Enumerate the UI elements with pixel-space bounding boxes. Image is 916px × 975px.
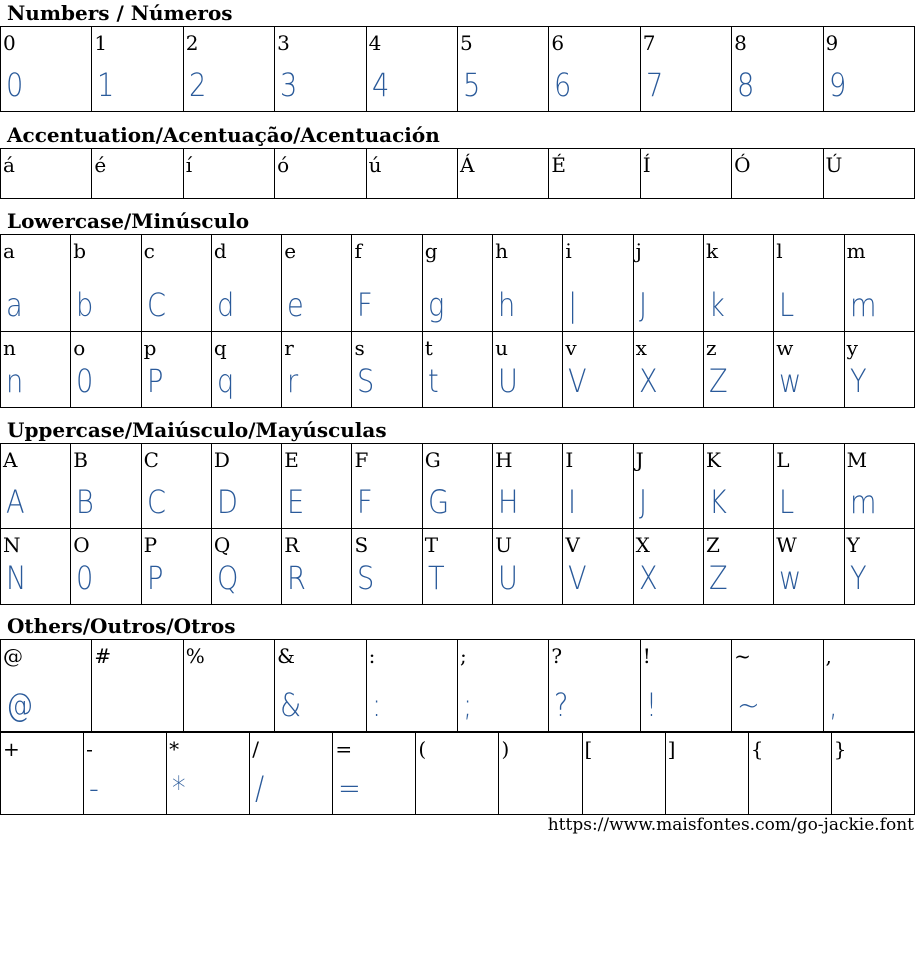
character-label: 3 [277,31,290,55]
glyph-cell [92,149,183,199]
character-label: é [94,153,107,177]
glyph-cell [71,529,141,605]
font-sample-glyph: 0 [76,362,94,400]
glyph-cell [211,444,281,529]
character-label: d [213,239,227,263]
glyph-cell [844,444,914,529]
character-label: D [213,448,230,472]
glyph-cell [582,733,665,815]
glyph-cell [282,332,352,408]
character-label: j [635,239,642,263]
character-label: # [94,644,112,668]
glyph-cell [183,27,274,112]
font-sample-glyph: & [280,686,302,724]
character-label: S [354,533,369,557]
character-label: 5 [459,31,473,55]
font-sample-glyph: = [338,769,362,807]
glyph-cell [211,235,281,332]
character-label: ~ [734,644,751,668]
font-sample-glyph: P [146,362,163,400]
character-label: k [705,239,719,263]
glyph-cell [774,529,844,605]
glyph-cell [1,235,71,332]
glyph-cell [366,27,457,112]
character-label: W [776,533,797,557]
character-label: { [750,737,764,761]
glyph-cell [422,529,492,605]
glyph-cell [167,733,250,815]
character-label: x [635,336,647,360]
font-sample-glyph: ! [645,686,657,724]
character-label: % [185,644,205,668]
character-label: Ú [825,153,843,177]
glyph-cell [640,149,731,199]
character-label: F [354,448,369,472]
character-label: ) [501,737,510,761]
font-sample-glyph: ? [554,686,569,724]
glyph-cell [493,529,563,605]
others-row [1,640,915,732]
character-label: C [143,448,159,472]
font-sample-glyph: , [828,686,838,724]
character-label: T [424,533,439,557]
character-label: [ [584,737,593,761]
font-sample-glyph: 4 [371,66,389,104]
glyph-cell [549,149,640,199]
glyph-cell [352,444,422,529]
character-label: / [252,737,259,761]
glyph-cell [493,444,563,529]
others-title: Others/Outros/Otros [7,614,236,638]
font-sample-glyph: H [498,483,519,521]
font-sample-glyph: 1 [97,66,115,104]
character-label: Ó [734,153,751,177]
glyph-cell [275,27,366,112]
glyph-cell [183,640,274,732]
character-label: A [3,448,18,472]
font-sample-glyph: D [216,483,238,521]
font-sample-glyph: a [6,286,23,324]
glyph-cell [250,733,333,815]
glyph-cell [422,332,492,408]
character-label: z [705,336,717,360]
character-label: Z [705,533,720,557]
font-sample-glyph: G [427,483,449,521]
character-label: o [73,336,86,360]
glyph-cell [457,640,548,732]
glyph-cell [774,332,844,408]
font-sample-glyph: : [371,686,381,724]
font-sample-glyph: K [708,483,727,521]
font-sample-glyph: 8 [737,66,755,104]
character-label: K [705,448,721,472]
character-label: b [73,239,87,263]
glyph-cell [732,640,823,732]
glyph-cell [563,235,633,332]
font-sample-glyph: k [708,286,725,324]
font-sample-glyph: S [357,559,375,597]
font-sample-glyph: 2 [188,66,207,104]
glyph-cell [416,733,499,815]
font-sample-glyph: N [6,559,27,597]
uppercase-grid [0,443,915,605]
font-sample-glyph: ; [462,686,473,724]
character-label: q [213,336,227,360]
character-label: a [3,239,15,263]
character-label: , [825,644,832,668]
font-sample-glyph: 0 [76,559,94,597]
character-label: 6 [551,31,565,55]
character-label: Q [213,533,231,557]
character-label: 0 [3,31,16,55]
glyph-cell [703,529,773,605]
glyph-cell [563,444,633,529]
font-sample-glyph: A [6,483,25,521]
glyph-cell [1,529,71,605]
glyph-cell [282,529,352,605]
others-grid-row-2 [0,732,915,815]
font-sample-glyph: g [427,286,445,324]
font-sample-glyph: C [146,286,166,324]
glyph-cell [844,529,914,605]
glyph-cell [71,235,141,332]
font-sample-glyph: * [172,769,186,807]
character-label: w [776,336,794,360]
glyph-cell [92,640,183,732]
font-sample-glyph: 0 [6,66,24,104]
character-label: H [495,448,513,472]
font-sample-glyph: U [498,559,518,597]
glyph-cell [703,235,773,332]
character-label: ; [459,644,467,668]
glyph-cell [141,444,211,529]
character-label: ? [551,644,563,668]
character-label: g [424,239,438,263]
font-sample-glyph: w [779,362,802,400]
character-label: + [3,737,20,761]
glyph-cell [493,332,563,408]
glyph-cell [703,444,773,529]
glyph-cell [422,235,492,332]
glyph-cell [665,733,748,815]
character-label: ( [418,737,427,761]
glyph-cell [282,235,352,332]
character-label: & [277,644,295,668]
font-sample-glyph: F [357,483,374,521]
glyph-cell [422,444,492,529]
lowercase-grid [0,234,915,408]
character-label: í [185,153,193,177]
font-sample-glyph: q [216,362,235,400]
character-label: P [143,533,158,557]
uppercase-row [1,529,915,605]
glyph-cell [1,332,71,408]
source-url: https://www.maisfontes.com/go-jackie.font [547,815,914,835]
character-label: L [776,448,790,472]
character-label: U [495,533,512,557]
glyph-cell [563,332,633,408]
font-sample-glyph: w [779,559,802,597]
glyph-cell [633,529,703,605]
character-label: n [3,336,16,360]
character-label: } [833,737,847,761]
character-label: É [551,153,566,177]
glyph-cell [1,640,92,732]
character-label: ú [368,153,382,177]
character-label: R [284,533,300,557]
glyph-cell [823,149,914,199]
glyph-cell [141,529,211,605]
glyph-cell [774,444,844,529]
character-label: G [424,448,441,472]
character-label: I [565,448,574,472]
font-sample-glyph: X [638,362,658,400]
character-label: h [495,239,508,263]
glyph-cell [831,733,914,815]
numbers-row [1,27,915,112]
character-label: E [284,448,299,472]
font-sample-glyph: Y [849,362,867,400]
font-sample-glyph: 5 [462,66,481,104]
glyph-cell [1,27,92,112]
font-sample-glyph: T [427,559,445,597]
character-label: V [565,533,580,557]
character-label: - [86,737,93,761]
character-label: O [73,533,90,557]
font-sample-glyph: 3 [280,66,298,104]
font-sample-glyph: C [146,483,166,521]
uppercase-row [1,444,915,529]
character-label: u [495,336,508,360]
glyph-cell [549,27,640,112]
glyph-cell [183,149,274,199]
glyph-cell [493,235,563,332]
glyph-cell [549,640,640,732]
font-sample-glyph: @ [6,686,34,724]
character-label: Y [846,533,860,557]
character-label: ] [667,737,676,761]
character-label: N [3,533,21,557]
character-label: X [635,533,650,557]
numbers-title: Numbers / Números [7,1,233,25]
font-sample-glyph: m [849,286,877,324]
font-sample-glyph: R [287,559,307,597]
glyph-cell [823,640,914,732]
font-sample-glyph: L [779,483,795,521]
character-label: = [335,737,353,761]
glyph-cell [84,733,167,815]
glyph-cell [352,235,422,332]
character-label: M [846,448,868,472]
font-sample-glyph: d [216,286,235,324]
glyph-cell [732,27,823,112]
glyph-cell [333,733,416,815]
font-sample-glyph: 9 [828,66,846,104]
glyph-cell [457,27,548,112]
font-sample-glyph: 7 [645,66,664,104]
character-label: 7 [642,31,656,55]
glyph-cell [92,27,183,112]
accentuation-grid [0,148,915,199]
font-sample-glyph: F [357,286,374,324]
glyph-cell [1,149,92,199]
font-sample-glyph: Z [708,362,728,400]
glyph-cell [844,332,914,408]
glyph-cell [703,332,773,408]
glyph-cell [823,27,914,112]
character-label: t [424,336,433,360]
glyph-cell [748,733,831,815]
glyph-cell [774,235,844,332]
font-sample-glyph: L [779,286,795,324]
font-sample-glyph: n [6,362,24,400]
glyph-cell [633,444,703,529]
character-label: r [284,336,294,360]
character-label: v [565,336,577,360]
glyph-cell [633,332,703,408]
font-sample-glyph: I [568,483,577,521]
glyph-cell [71,332,141,408]
font-sample-glyph: r [287,362,299,400]
character-label: Á [459,153,475,177]
glyph-cell [1,733,84,815]
accentuation-title: Accentuation/Acentuação/Acentuación [7,123,440,147]
font-sample-glyph: J [638,483,647,521]
glyph-cell [640,27,731,112]
character-label: @ [3,644,23,668]
character-label: B [73,448,88,472]
font-sample-glyph: X [638,559,658,597]
glyph-cell [844,235,914,332]
character-label: e [284,239,297,263]
font-sample-glyph: Z [708,559,728,597]
numbers-grid [0,26,915,112]
glyph-cell [366,640,457,732]
character-label: ! [642,644,651,668]
character-label: ó [277,153,290,177]
character-label: f [354,239,362,263]
glyph-cell [563,529,633,605]
others-row [1,733,915,815]
font-sample-glyph: m [849,483,877,521]
font-sample-glyph: Q [216,559,239,597]
font-sample-glyph: 6 [554,66,572,104]
font-sample-glyph: / [255,769,265,807]
font-sample-glyph: V [568,362,587,400]
glyph-cell [640,640,731,732]
others-grid-row-1 [0,639,915,732]
character-label: 8 [734,31,747,55]
lowercase-row [1,235,915,332]
font-sample-glyph: - [89,769,99,807]
glyph-cell [141,235,211,332]
font-sample-glyph: ~ [737,686,760,724]
glyph-cell [211,332,281,408]
glyph-cell [211,529,281,605]
font-sample-glyph: U [498,362,518,400]
glyph-cell [282,444,352,529]
character-label: á [3,153,15,177]
character-label: m [846,239,866,263]
font-sample-glyph: V [568,559,587,597]
glyph-cell [732,149,823,199]
character-label: i [565,239,572,263]
character-label: * [169,737,180,761]
glyph-cell [352,529,422,605]
glyph-cell [1,444,71,529]
character-label: 4 [368,31,382,55]
glyph-cell [141,332,211,408]
character-label: l [776,239,783,263]
lowercase-row [1,332,915,408]
character-label: : [368,644,376,668]
font-sample-glyph: t [427,362,439,400]
glyph-cell [71,444,141,529]
character-label: Í [642,153,651,177]
accents-row [1,149,915,199]
character-label: p [143,336,157,360]
font-sample-glyph: S [357,362,375,400]
font-sample-glyph: h [498,286,516,324]
glyph-cell [633,235,703,332]
font-sample-glyph: E [287,483,305,521]
glyph-cell [275,640,366,732]
font-sample-glyph: e [287,286,304,324]
font-sample-glyph: Y [849,559,867,597]
font-sample-glyph: J [638,286,647,324]
lowercase-title: Lowercase/Minúsculo [7,209,250,233]
font-sample-glyph: b [76,286,94,324]
character-label: 2 [185,31,199,55]
character-label: J [635,448,644,472]
character-label: y [846,336,858,360]
glyph-cell [366,149,457,199]
glyph-cell [352,332,422,408]
character-label: s [354,336,365,360]
glyph-cell [457,149,548,199]
font-sample-glyph: P [146,559,163,597]
font-sample-glyph: | [568,286,578,324]
glyph-cell [275,149,366,199]
character-label: 9 [825,31,839,55]
glyph-cell [499,733,582,815]
character-label: c [143,239,155,263]
character-label: 1 [94,31,108,55]
uppercase-title: Uppercase/Maiúsculo/Mayúsculas [7,418,387,442]
font-sample-glyph: B [76,483,95,521]
